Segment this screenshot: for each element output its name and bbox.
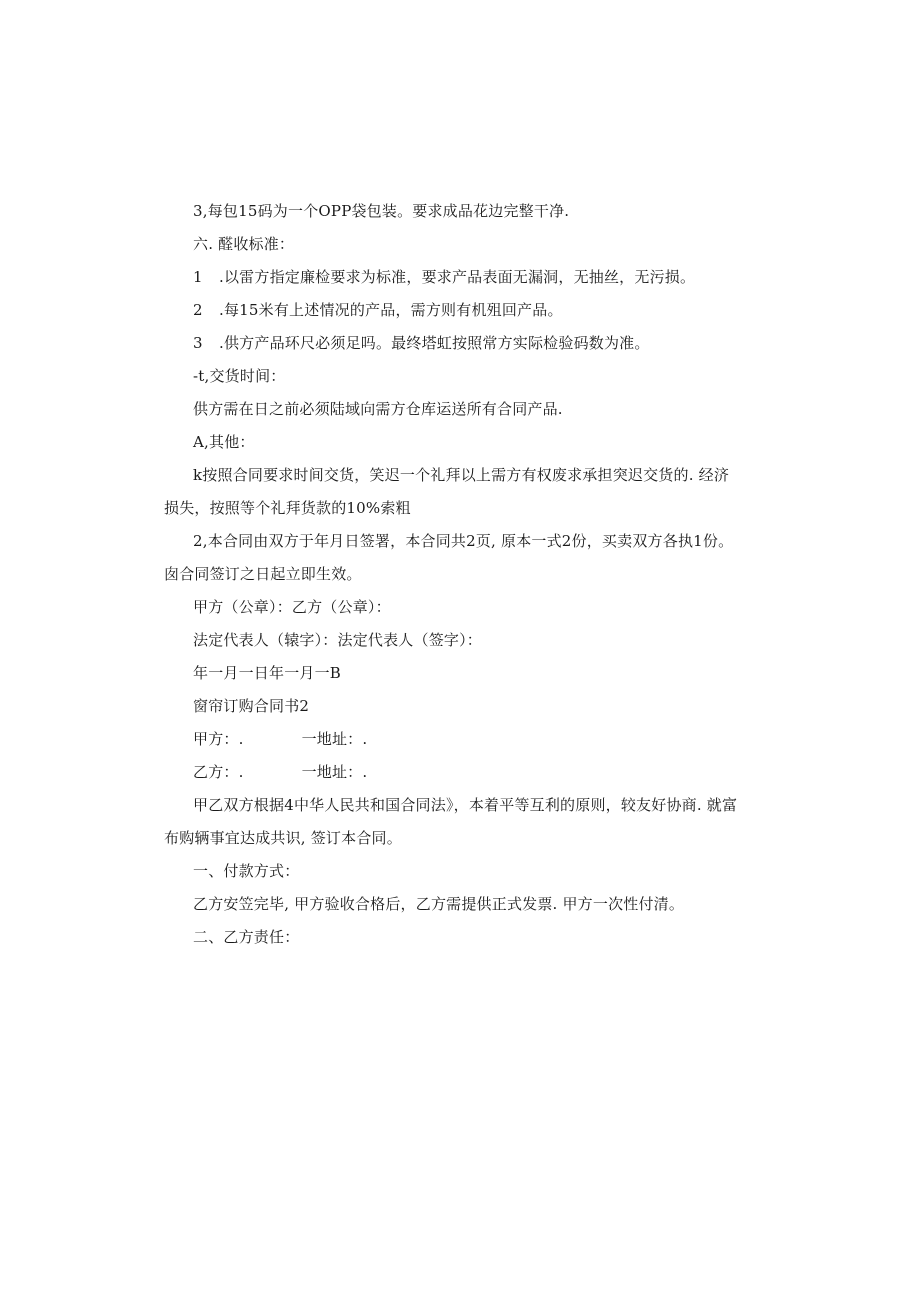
item-number: 2 bbox=[193, 301, 203, 319]
other-item-1: k按照合同要求时间交货，笑迟一个礼拜以上需方有权废求承担突迟交货的. 经济 bbox=[193, 466, 730, 484]
date-line: 年一月一日年一月一B bbox=[193, 664, 342, 682]
preamble-continued: 布购辆事宜达成共识, 签订本合同。 bbox=[164, 829, 402, 847]
section-heading-acceptance: 六. 醛收标准： bbox=[193, 235, 295, 253]
item-number: 1 bbox=[193, 268, 203, 286]
section-heading-payment: 一、付款方式： bbox=[193, 862, 300, 880]
contract-title: 窗帘订购合同书2 bbox=[193, 697, 310, 715]
signature-line: 法定代表人（辕字）：法定代表人（签字）： bbox=[193, 631, 483, 649]
section-heading-party-b-duties: 二、乙方责任： bbox=[193, 928, 300, 946]
other-item-2: 2,本合同由双方于年月日签署，本合同共2页, 原本一式2份，买卖双方各执1份。 bbox=[193, 532, 734, 550]
packaging-line: 3,每包15码为一个OPP袋包装。要求成品花边完整干净. bbox=[193, 202, 570, 220]
party-b-label: 乙方：. bbox=[193, 763, 244, 781]
seal-line: 甲方（公章）：乙方（公章）： bbox=[193, 598, 391, 616]
party-a-label: 甲方：. bbox=[193, 730, 244, 748]
item-number: 3 bbox=[193, 334, 203, 352]
party-a-address: 一地址：. bbox=[301, 730, 368, 748]
section-heading-other: A,其他： bbox=[193, 433, 255, 451]
preamble-line: 甲乙双方根据4中华人民共和国合同法》，本着平等互利的原则，较友好协商. 就富 bbox=[193, 796, 738, 814]
other-item-2-continued: 囱合同签订之日起立即生效。 bbox=[164, 565, 362, 583]
acceptance-item-1 bbox=[193, 267, 695, 287]
other-item-1-continued: 损失，按照等个礼拜货款的10%索粗 bbox=[164, 499, 411, 517]
party-b-line bbox=[193, 762, 367, 782]
acceptance-item-3 bbox=[193, 333, 650, 353]
party-a-line bbox=[193, 729, 367, 749]
item-text: .供方产品环尺必须足吗。最终塔虹按照常方实际检验码数为准。 bbox=[219, 334, 650, 352]
payment-text: 乙方安笠完毕, 甲方验收合格后，乙方需提供正式发票. 甲方一次性付清。 bbox=[193, 895, 685, 913]
item-text: .每15米有上述情况的产品，需方则有机殂回产品。 bbox=[219, 301, 563, 319]
item-text: .以雷方指定廉检要求为标准，要求产品表面无漏洞，无抽丝，无污损。 bbox=[219, 268, 696, 286]
party-b-address: 一地址：. bbox=[301, 763, 368, 781]
section-heading-delivery: -t,交货时间： bbox=[193, 367, 286, 385]
delivery-text: 供方需在日之前必须陆域向需方仓库运送所有合同产品. bbox=[193, 400, 563, 418]
acceptance-item-2 bbox=[193, 300, 563, 320]
